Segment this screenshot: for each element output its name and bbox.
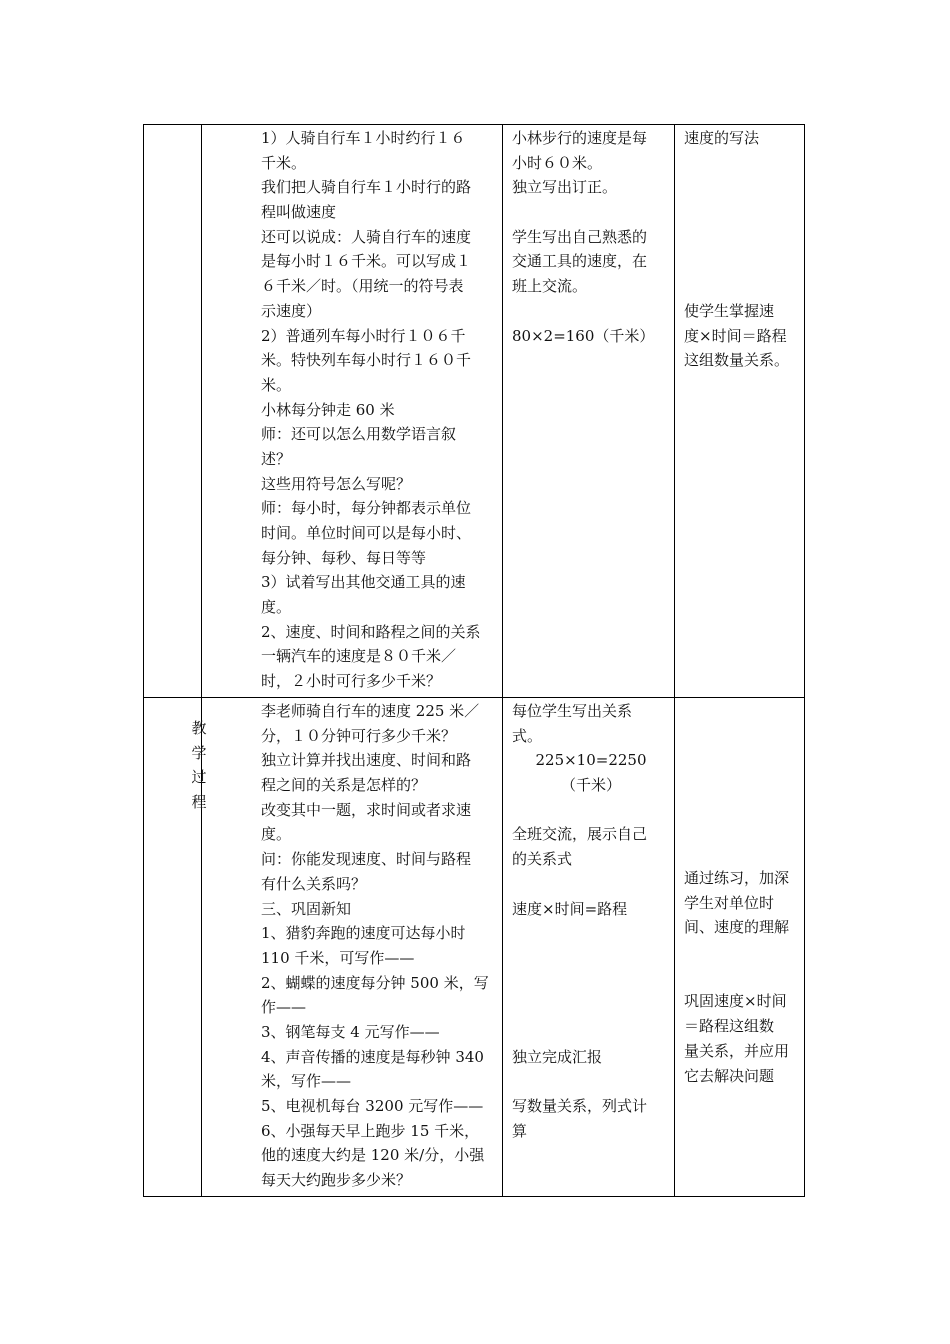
content-line: 小林每分钟走 60 米: [261, 400, 395, 419]
content-line: 千米。: [261, 153, 307, 172]
student-line: 交通工具的速度，在: [512, 252, 648, 271]
table-right-border: [804, 124, 805, 1197]
spacer: [684, 940, 800, 965]
row2-teaching-content: [261, 699, 497, 1193]
content-line: 2、速度、时间和路程之间的关系: [261, 622, 481, 641]
content-line: 时间。单位时间可以是每小时、: [261, 524, 472, 542]
student-line: 算: [512, 1121, 528, 1140]
spacer: [512, 798, 670, 823]
intent-line: 间、速度的理解: [684, 918, 790, 937]
student-line: 班上交流。: [512, 277, 588, 296]
intent-line: [684, 249, 800, 274]
spacer: [684, 965, 800, 990]
intent-line: 通过练习，加深: [684, 869, 790, 887]
intent-line: [684, 200, 800, 225]
content-line: 4、声音传播的速度是每秒钟 340: [261, 1047, 484, 1066]
intent-line: 量关系，并应用: [684, 1041, 790, 1060]
column-divider-3: [674, 124, 675, 1197]
content-line: 每分钟、每秒、每日等等: [261, 548, 427, 567]
table-bottom-border: [143, 1196, 805, 1197]
row2-design-intent: [684, 866, 800, 1088]
column-divider-2: [502, 124, 503, 1197]
intent-line: ＝路程这组数: [684, 1017, 775, 1036]
content-line: 师：每小时，每分钟都表示单位: [261, 499, 472, 518]
content-line: ６千米／时。（用统一的符号表: [261, 277, 464, 296]
side-label-char: 教: [191, 719, 207, 737]
content-line: 1、猎豹奔跑的速度可达每小时: [261, 924, 466, 943]
intent-line: [684, 151, 800, 176]
content-line: 我们把人骑自行车１小时行的路: [261, 178, 472, 197]
content-line: 米。特快列车每小时行１６０千: [261, 351, 472, 370]
student-formula-unit: （千米）: [560, 776, 621, 795]
content-line: 米，写作——: [261, 1072, 352, 1091]
content-line: 3、钢笔每支 4 元写作——: [261, 1022, 440, 1041]
content-line: 程叫做速度: [261, 203, 337, 222]
student-line: 速度×时间=路程: [512, 899, 628, 918]
content-line: 度。: [261, 825, 292, 844]
student-line: 学生写出自己熟悉的: [512, 227, 648, 246]
content-line: 米。: [261, 375, 292, 394]
intent-line: 使学生掌握速: [684, 301, 775, 320]
student-line: [512, 299, 670, 324]
student-line: 写数量关系，列式计: [512, 1097, 648, 1115]
spacer: [512, 971, 670, 996]
spacer: [512, 872, 670, 897]
content-line: 师：还可以怎么用数学语言叙: [261, 425, 457, 444]
content-line: 2）普通列车每小时行１０６千: [261, 326, 466, 345]
spacer: [512, 995, 670, 1020]
intent-line: 巩固速度×时间: [684, 992, 787, 1011]
student-line: 独立写出订正。: [512, 178, 618, 197]
student-line: 80×2=160（千米）: [512, 326, 655, 345]
content-line: 6、小强每天早上跑步 15 千米，: [261, 1121, 480, 1140]
column-divider-1: [201, 124, 202, 1197]
content-line: 还可以说成：人骑自行车的速度: [261, 227, 472, 246]
student-line: 式。: [512, 726, 543, 745]
content-line: 是每小时１６千米。可以写成１: [261, 252, 472, 271]
student-line: 独立完成汇报: [512, 1047, 603, 1066]
content-line: 他的速度大约是 120 米/分，小强: [261, 1146, 485, 1165]
content-line: 分，１０分钟可行多少千米？: [261, 726, 457, 745]
side-label-char: 程: [191, 792, 207, 811]
intent-line: 这组数量关系。: [684, 351, 790, 370]
side-label-char: 过: [191, 768, 207, 787]
student-line: [512, 200, 670, 225]
content-line: 110 千米，可写作——: [261, 948, 415, 967]
intent-line: [684, 175, 800, 200]
content-line: 问：你能发现速度、时间与路程: [261, 850, 472, 869]
intent-line: 学生对单位时: [684, 893, 775, 912]
row1-student-activity: [512, 126, 670, 348]
intent-line: 它去解决问题: [684, 1066, 775, 1085]
content-line: 三、巩固新知: [261, 899, 352, 918]
content-line: 2、蝴蝶的速度每分钟 500 米，写: [261, 973, 489, 992]
side-label-char: 学: [191, 743, 207, 762]
content-line: 独立计算并找出速度、时间和路: [261, 751, 472, 770]
row1-teaching-content: [261, 126, 497, 694]
row1-design-intent: [684, 126, 800, 373]
teaching-process-label: [188, 716, 210, 814]
student-line: 小林步行的速度是每: [512, 129, 648, 147]
content-line: 一辆汽车的速度是８０千米／: [261, 647, 457, 666]
content-line: 3）试着写出其他交通工具的速: [261, 573, 466, 592]
content-line: 1）人骑自行车１小时约行１６: [261, 129, 466, 147]
spacer: [512, 921, 670, 946]
content-line: 作——: [261, 998, 307, 1017]
row-divider: [143, 697, 805, 698]
student-line: 小时６０米。: [512, 153, 603, 172]
content-line: 时，２小时可行多少千米？: [261, 672, 442, 691]
content-line: 每天大约跑步多少米？: [261, 1171, 412, 1190]
content-line: 程之间的关系是怎样的？: [261, 776, 427, 795]
intent-line: [684, 274, 800, 299]
student-formula: 225×10=2250: [535, 751, 647, 770]
content-line: 这些用符号怎么写呢？: [261, 474, 412, 493]
row2-student-activity: [512, 699, 670, 1143]
spacer: [512, 1069, 670, 1094]
content-line: 度。: [261, 598, 292, 617]
student-line: 的关系式: [512, 850, 573, 869]
content-line: 述？: [261, 449, 292, 468]
student-line: 每位学生写出关系: [512, 702, 633, 720]
content-line: 5、电视机每台 3200 元写作——: [261, 1097, 484, 1115]
content-line: 李老师骑自行车的速度 225 米／: [261, 702, 480, 720]
spacer: [512, 946, 670, 971]
intent-line: [684, 225, 800, 250]
table-top-border: [143, 124, 805, 125]
intent-line: 速度的写法: [684, 129, 760, 147]
table-left-border: [143, 124, 144, 1197]
content-line: 有什么关系吗？: [261, 874, 367, 893]
spacer: [512, 1020, 670, 1045]
content-line: 示速度）: [261, 301, 322, 320]
intent-line: 度×时间＝路程: [684, 326, 787, 345]
content-line: 改变其中一题，求时间或者求速: [261, 800, 472, 819]
student-line: 全班交流，展示自己: [512, 825, 648, 844]
